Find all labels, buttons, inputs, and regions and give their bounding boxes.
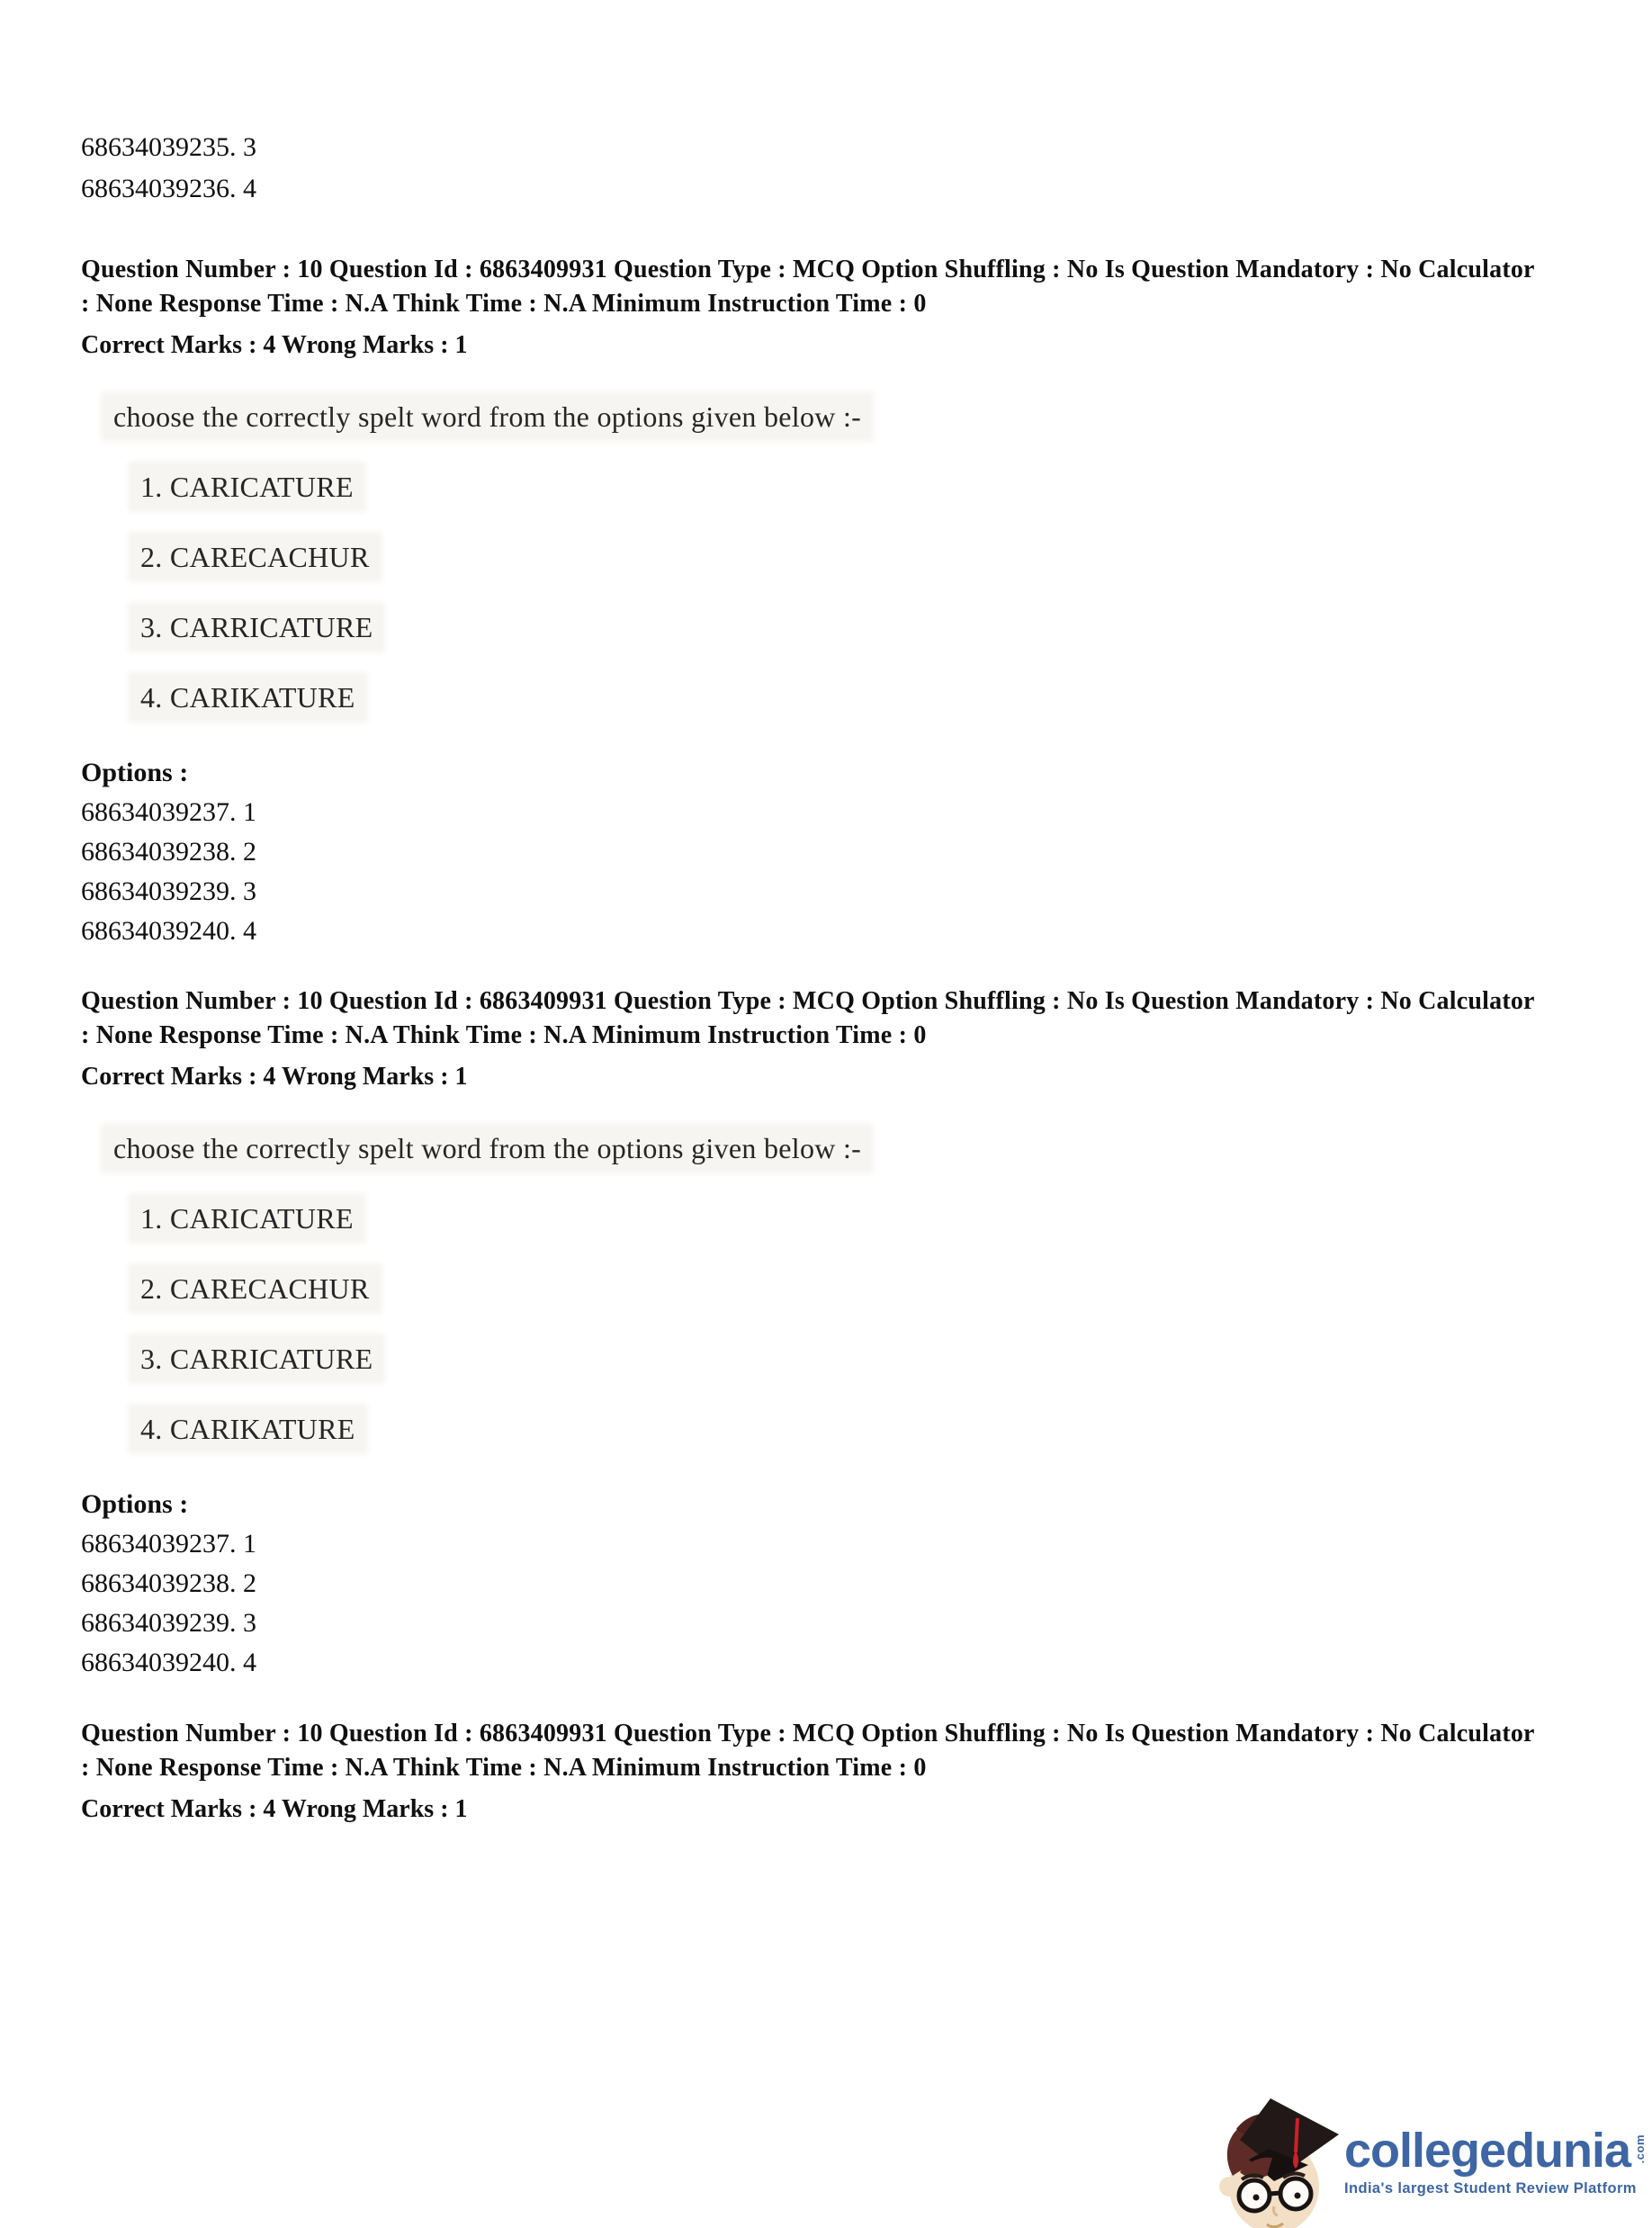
question-metadata-header: Question Number : 10 Question Id : 6863409931 Question Type : MCQ Option Shuffling : No Is Question Mandatory : No Calculator : None Response Time : N.A Think Time : N.A Minimum Instruction Time : 0 xyxy=(81,256,1535,318)
choice-image: 3. CARRICATURE xyxy=(131,1337,382,1380)
choice-image: 1. CARICATURE xyxy=(131,1197,363,1240)
choice-row xyxy=(131,1337,1607,1380)
choice-image: 3. CARRICATURE xyxy=(131,606,382,649)
question-prompt-image: choose the correctly spelt word from the options given below :- xyxy=(104,395,870,438)
option-id-line: 68634039239. 3 xyxy=(81,1608,256,1638)
previous-question-option-ids xyxy=(81,127,1607,210)
question-marks-line: Correct Marks : 4 Wrong Marks : 1 xyxy=(81,331,468,359)
option-id-line: 68634039236. 4 xyxy=(81,174,256,203)
choice-row xyxy=(131,1197,1607,1240)
option-id-line: 68634039237. 1 xyxy=(81,797,256,827)
question-metadata-header: Question Number : 10 Question Id : 6863409931 Question Type : MCQ Option Shuffling : No Is Question Mandatory : No Calculator : None Response Time : N.A Think Time : N.A Minimum Instruction Time : 0 xyxy=(81,987,1535,1049)
choice-image: 2. CARECACHUR xyxy=(131,1267,379,1310)
option-id-line: 68634039240. 4 xyxy=(81,1648,256,1677)
option-id-line: 68634039239. 3 xyxy=(81,876,256,906)
option-id-line: 68634039238. 2 xyxy=(81,1568,256,1598)
options-label: Options : xyxy=(81,1489,189,1519)
option-id-line: 68634039240. 4 xyxy=(81,916,256,946)
question-block-3 xyxy=(81,1717,1607,1827)
collegedunia-logo xyxy=(1215,2093,1647,2228)
question-prompt-image: choose the correctly spelt word from the options given below :- xyxy=(104,1127,870,1170)
choice-image: 4. CARIKATURE xyxy=(131,676,364,719)
brand-row xyxy=(1344,2124,1648,2178)
option-id-line: 68634039235. 3 xyxy=(81,132,256,162)
brand-tld: .com xyxy=(1633,2134,1648,2164)
choice-image: 2. CARECACHUR xyxy=(131,535,379,579)
options-label: Options : xyxy=(81,758,189,787)
choice-row xyxy=(131,1267,1607,1310)
question-marks-line: Correct Marks : 4 Wrong Marks : 1 xyxy=(81,1795,468,1823)
graduate-boy-mascot-icon xyxy=(1215,2093,1341,2228)
options-id-block xyxy=(81,753,1607,951)
options-id-block xyxy=(81,1485,1607,1683)
question-block-1 xyxy=(81,253,1607,951)
option-id-line: 68634039237. 1 xyxy=(81,1529,256,1559)
question-metadata-header: Question Number : 10 Question Id : 6863409931 Question Type : MCQ Option Shuffling : No Is Question Mandatory : No Calculator : None Response Time : N.A Think Time : N.A Minimum Instruction Time : 0 xyxy=(81,1720,1535,1782)
question-marks-line: Correct Marks : 4 Wrong Marks : 1 xyxy=(81,1063,468,1091)
logo-text-column xyxy=(1344,2124,1648,2197)
brand-tagline: India's largest Student Review Platform xyxy=(1344,2180,1637,2197)
choice-row xyxy=(131,676,1607,719)
choice-image: 1. CARICATURE xyxy=(131,465,363,508)
brand-name: collegedunia xyxy=(1344,2124,1631,2178)
question-block-2 xyxy=(81,984,1607,1683)
choice-row xyxy=(131,535,1607,579)
choice-row xyxy=(131,606,1607,649)
question-prompt-row xyxy=(104,1127,1607,1170)
choice-row xyxy=(131,465,1607,508)
choice-row xyxy=(131,1407,1607,1451)
choice-image: 4. CARIKATURE xyxy=(131,1407,364,1451)
question-prompt-row xyxy=(104,395,1607,438)
option-id-line: 68634039238. 2 xyxy=(81,837,256,867)
